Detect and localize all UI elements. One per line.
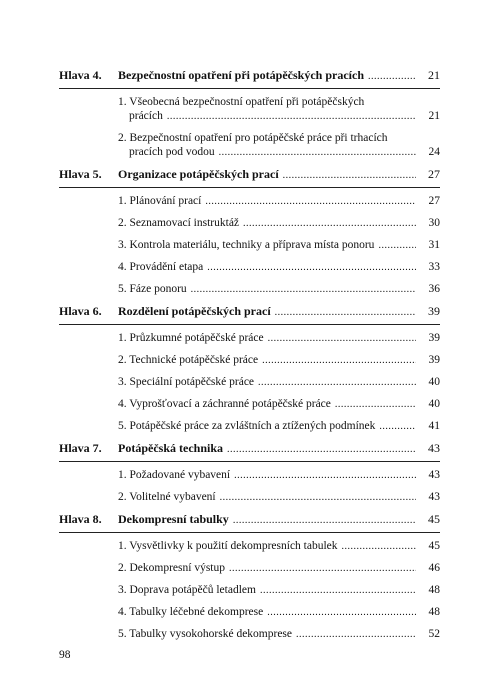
entry-page-number: 39	[428, 332, 440, 344]
dot-leader	[205, 195, 416, 209]
chapter-label: Hlava 7.	[59, 441, 102, 455]
entry-text: 2. Technické potápěčské práce	[118, 354, 259, 366]
entry-text: 2. Dekompresní výstup	[118, 562, 226, 574]
toc-entry	[59, 131, 440, 160]
entry-page-number: 40	[428, 376, 440, 388]
chapter-page-number: 27	[428, 167, 440, 181]
dot-leader	[191, 283, 416, 297]
dot-leader	[207, 261, 416, 275]
entry-text: 5. Tabulky vysokohorské dekomprese	[118, 628, 293, 640]
dot-leader	[335, 398, 416, 412]
chapter-title: Rozdělení potápěčských prací	[118, 304, 271, 318]
entry-text: 4. Provádění etapa	[118, 261, 204, 273]
entry-page-number: 45	[428, 540, 440, 552]
toc-entry	[59, 194, 440, 209]
dot-leader	[227, 442, 416, 457]
toc-entry	[59, 490, 440, 505]
entry-text: 3. Kontrola materiálu, techniky a příprava místa ponoru	[118, 239, 375, 251]
toc-entry	[59, 583, 440, 598]
toc-entry	[59, 561, 440, 576]
toc-entry	[59, 605, 440, 620]
toc-entry	[59, 331, 440, 346]
entry-page-number: 40	[428, 398, 440, 410]
entry-page-number: 24	[428, 146, 440, 158]
chapter-heading	[59, 68, 440, 84]
toc-entry	[59, 468, 440, 483]
dot-leader	[233, 513, 416, 528]
entry-text: prácích	[129, 110, 163, 122]
table-of-contents	[59, 68, 440, 649]
dot-leader	[275, 305, 416, 320]
chapter-label: Hlava 4.	[59, 68, 102, 82]
dot-leader	[283, 168, 416, 183]
entry-text: 1. Průzkumné potápěčské práce	[118, 332, 264, 344]
entry-page-number: 46	[428, 562, 440, 574]
toc-entry	[59, 282, 440, 297]
entry-text: pracích pod vodou	[129, 146, 215, 158]
toc-entry	[59, 539, 440, 554]
entry-text: 3. Doprava potápěčů letadlem	[118, 584, 256, 596]
dot-leader	[243, 217, 416, 231]
entry-text: 1. Požadované vybavení	[118, 469, 231, 481]
chapter-label: Hlava 5.	[59, 167, 102, 181]
chapter-divider	[59, 187, 440, 188]
chapter-heading	[59, 304, 440, 320]
chapter-page-number: 43	[428, 441, 440, 455]
chapter-heading	[59, 167, 440, 183]
toc-entry	[59, 419, 440, 434]
entry-page-number: 39	[428, 354, 440, 366]
chapter-title: Dekompresní tabulky	[118, 512, 229, 526]
dot-leader	[220, 491, 416, 505]
entry-text: 4. Vyprošťovací a záchranné potápěčské práce	[118, 398, 331, 410]
chapter-title: Bezpečnostní opatření při potápěčských pracích	[118, 68, 364, 82]
chapter-title: Organizace potápěčských prací	[118, 167, 279, 181]
entry-page-number: 43	[428, 491, 440, 503]
entry-text: 1. Plánování prací	[118, 195, 202, 207]
entry-page-number: 30	[428, 217, 440, 229]
dot-leader	[268, 332, 416, 346]
dot-leader	[234, 469, 416, 483]
entry-text: 2. Volitelné vybavení	[118, 491, 216, 503]
entry-text: 1. Vysvětlivky k použití dekompresních tabulek	[118, 540, 338, 552]
dot-leader	[262, 354, 416, 368]
chapter-divider	[59, 461, 440, 462]
dot-leader	[368, 69, 416, 84]
dot-leader	[267, 606, 416, 620]
entry-page-number: 21	[428, 110, 440, 122]
entry-continuation	[118, 109, 440, 124]
dot-leader	[258, 376, 416, 390]
entry-page-number: 48	[428, 584, 440, 596]
dot-leader	[229, 562, 416, 576]
entry-page-number: 33	[428, 261, 440, 273]
entry-continuation	[118, 145, 440, 160]
entry-text: 3. Speciální potápěčské práce	[118, 376, 255, 388]
entry-page-number: 41	[428, 420, 440, 432]
toc-entry	[59, 627, 440, 642]
toc-entry	[59, 353, 440, 368]
chapter-divider	[59, 324, 440, 325]
chapter-heading	[59, 441, 440, 457]
entry-page-number: 27	[428, 195, 440, 207]
chapter-divider	[59, 88, 440, 89]
entry-text: 5. Fáze ponoru	[118, 283, 187, 295]
entry-page-number: 36	[428, 283, 440, 295]
dot-leader	[342, 540, 416, 554]
entry-page-number: 52	[428, 628, 440, 640]
dot-leader	[296, 628, 416, 642]
entry-text: 2. Bezpečnostní opatření pro potápěčské práce při trhacích	[118, 132, 388, 144]
toc-entry	[59, 238, 440, 253]
toc-entry	[59, 216, 440, 231]
toc-entry	[59, 375, 440, 390]
dot-leader	[379, 420, 416, 434]
toc-entry	[59, 397, 440, 412]
chapter-page-number: 45	[428, 512, 440, 526]
dot-leader	[378, 239, 416, 253]
toc-entry	[59, 260, 440, 275]
dot-leader	[167, 110, 416, 124]
chapter-title: Potápěčská technika	[118, 441, 223, 455]
chapter-page-number: 39	[428, 304, 440, 318]
entry-page-number: 48	[428, 606, 440, 618]
entry-text: 2. Seznamovací instruktáž	[118, 217, 240, 229]
entry-text: 1. Všeobecná bezpečnostní opatření při potápěčských	[118, 96, 365, 108]
entry-text: 5. Potápěčské práce za zvláštních a ztížených podmínek	[118, 420, 376, 432]
chapter-page-number: 21	[428, 68, 440, 82]
entry-page-number: 31	[428, 239, 440, 251]
dot-leader	[260, 584, 416, 598]
toc-entry	[59, 95, 440, 124]
entry-text: 4. Tabulky léčebné dekomprese	[118, 606, 264, 618]
entry-page-number: 43	[428, 469, 440, 481]
chapter-heading	[59, 512, 440, 528]
chapter-label: Hlava 8.	[59, 512, 102, 526]
dot-leader	[219, 146, 416, 160]
page-number: 98	[59, 649, 71, 661]
chapter-label: Hlava 6.	[59, 304, 102, 318]
chapter-divider	[59, 532, 440, 533]
